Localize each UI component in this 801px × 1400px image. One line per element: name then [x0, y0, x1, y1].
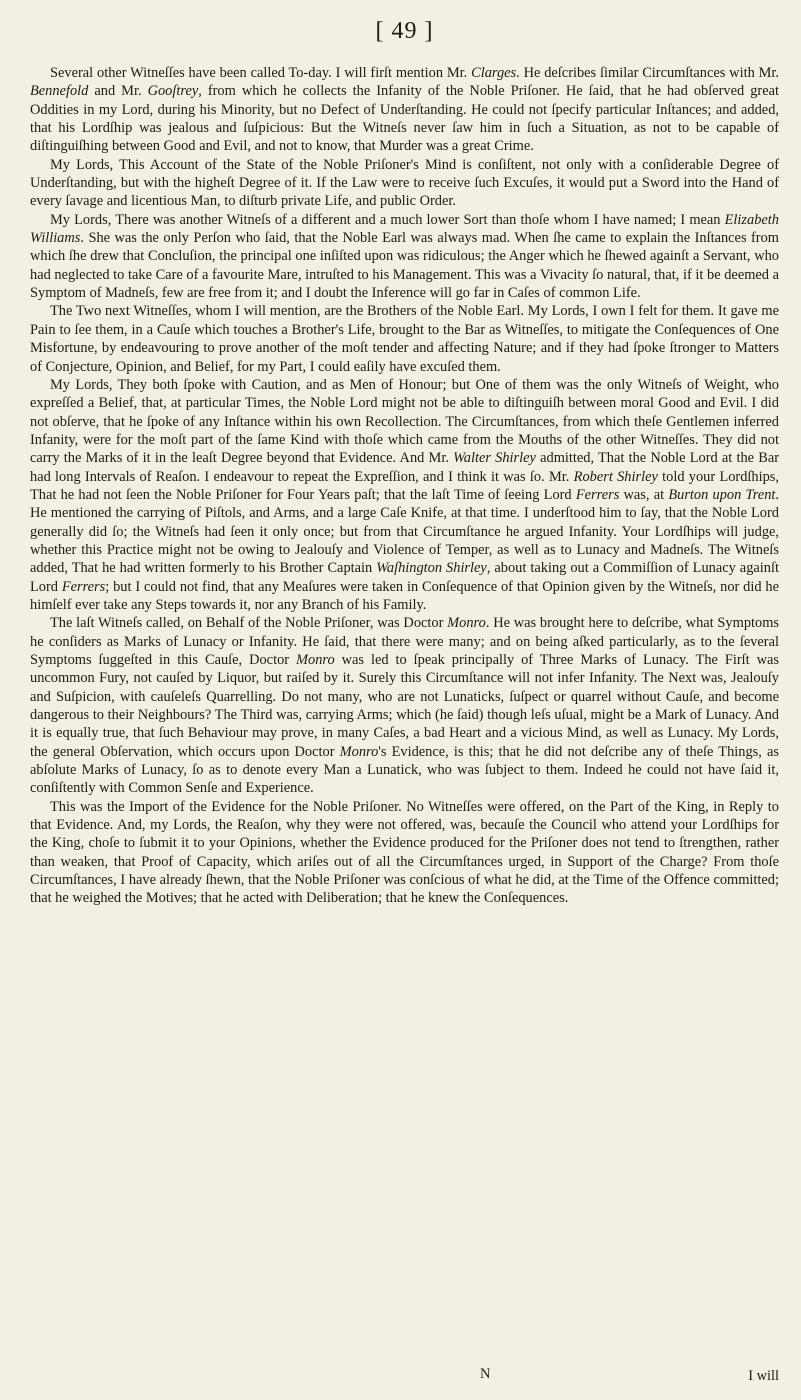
text-run: ; but I could not find, that any Meaſures were taken in Conſequence of that Opinion given by the Witneſs, nor did he himſelf ever take any Steps towards it, nor any Branch of his Family. [30, 578, 779, 613]
text-run: and Mr. [88, 83, 148, 100]
text-run: was led to ſpeak principally of Three Marks of Lunacy. The Firſt was uncommon Fury, not cauſed by Liquor, but raiſed by it. Surely this Circumſtance will not infer Infanity. The Next was, Jealouſy and Suſpicion, with cauſeleſs Quarrelling. Do not many, who are not Lunaticks, ſuſpect or quarrel without Cauſe, and become dangerous to their Neighbours? The Third was, carrying Arms; which (he ſaid) though leſs uſual, might be a Mark of Lunacy. And it is equally true, that ſuch Behaviour may prove, in many Caſes, a bad Heart and a vicious Mind, as well as Lunacy. My Lords, the general Obſervation, which occurs upon Doctor [30, 652, 780, 760]
paragraph [30, 614, 779, 797]
text-run: . He was brought here to deſcribe, what Symptoms he conſiders as Marks of Lunacy or Infanity. He ſaid, that there were many; and on being aſked particularly, as to the ſeveral Symptoms ſuggeſted in this Cauſe, Doctor [30, 615, 779, 668]
italic-name: Monro [447, 615, 486, 632]
page-number: [ 49 ] [375, 18, 434, 44]
italic-name: Walter Shirley [453, 450, 536, 467]
text-run: . He deſcribes ſimilar Circumſtances with Mr. [516, 65, 779, 81]
catchword: I will [748, 1368, 779, 1384]
italic-name: Burton upon Trent [668, 486, 776, 503]
paragraph [30, 376, 779, 614]
text-run: The Two next Witneſſes, whom I will mention, are the Brothers of the Noble Earl. My Lords, I own I felt for them. It gave me Pain to ſee them, in a Cauſe which touches a Brother's Life, brought to the Bar as Witneſſes, to mitigate the Conſequences of One Misfortune, by endeavouring to prove another of the moſt tender and affecting Nature; and if they had ſpoke ſtronger to Matters of Conjecture, Opinion, and Belief, for my Part, I could eaſily have excuſed them. [30, 303, 779, 375]
page-footer [30, 1366, 779, 1386]
text-run: 's Evidence, is this; that he did not deſcribe any of theſe Things, as abſolute Marks of Lunacy, ſo as to denote every Man a Lunatick, who was ſubject to them. Indeed he could not have ſaid it, conſiſtently with Common Senſe and Experience. [30, 743, 779, 797]
paragraph [30, 798, 779, 908]
paragraph [30, 64, 779, 156]
text-run: told your Lordſhips, That he had not ſeen the Noble Priſoner for Four Years paſt; that the laſt Time of ſeeing Lord [30, 468, 779, 503]
italic-name: Robert Shirley [573, 468, 658, 485]
signature-mark: N [480, 1366, 491, 1382]
italic-name: Monro [296, 652, 335, 668]
text-run: Several other Witneſſes have been called To-day. I will firſt mention Mr. [50, 65, 472, 81]
italic-name: Monro [339, 743, 379, 760]
italic-name: Gooſtrey [147, 83, 199, 100]
text-run: The laſt Witneſs called, on Behalf of the Noble Priſoner, was Doctor [50, 615, 448, 632]
text-run: This was the Import of the Evidence for the Noble Priſoner. No Witneſſes were offered, on the Part of the King, in Reply to that Evidence. And, my Lords, the Reaſon, why they were not offered, was, becauſe the Council who attend your Lordſhips for the King, choſe to ſubmit it to your Opinions, whether the Evidence produced for the Priſoner does not tend to ſtrengthen, rather than weaken, that Proof of Capacity, which ariſes out of all the Circumſtances urged, in Support of the Charge? From thoſe Circumſtances, I have already ſhewn, that the Noble Priſoner was conſcious of what he did, at the Time of the Offence committed; that he weighed the Motives; that he acted with Deliberation; that he knew the Conſequences. [30, 798, 779, 907]
paragraph [30, 156, 779, 211]
text-run: My Lords, They both ſpoke with Caution, and as Men of Honour; but One of them was the only Witneſs of Weight, who expreſſed a Belief, that, at particular Times, the Noble Lord might not be able to diſtinguiſh between moral Good and Evil. I did not obſerve, that he ſpoke of any Inſtance within his own Recollection. The Circumſtances, from which theſe Gentlemen inferred Infanity, were for the moſt part of the ſame Kind with thoſe which came from the Mouths of the other Witneſſes. They did not carry the Marks of it in the leaſt Degree beyond that Evidence. And Mr. [30, 376, 779, 467]
italic-name: Bennefold [30, 83, 89, 100]
italic-name: Waſhington Shirley [376, 560, 487, 577]
text-run: , from which he collects the Infanity of the Noble Priſoner. He ſaid, that he had obſerved great Oddities in my Lord, during his Minority, but no Defect of Underſtanding. He could not ſpecify particular Inſtances; and added, that his Lordſhip was jealous and ſuſpicious: But the Witneſs never ſaw him in ſuch a Situation, as not to be capable of diſtinguiſhing between Good and Evil, and not to know, that Murder was a great Crime. [30, 83, 779, 155]
italic-name: Clarges [471, 65, 517, 81]
paragraph [30, 302, 779, 375]
text-run: My Lords, This Account of the State of the Noble Priſoner's Mind is conſiſtent, not only with a conſiderable Degree of Underſtanding, but with the higheſt Degree of it. If the Law were to receive ſuch Excuſes, it would put a Sword into the Hand of every ſavage and licentious Man, to diſturb private Life, and public Order. [30, 156, 779, 210]
italic-name: Ferrers [61, 578, 106, 595]
document-body [30, 64, 779, 908]
text-run: My Lords, There was another Witneſs of a different and a much lower Sort than thoſe whom I have named; I mean [50, 211, 725, 228]
italic-name: Elizabeth Williams [30, 211, 779, 247]
text-run: , about taking out a Commiſſion of Lunacy againſt Lord [30, 560, 779, 595]
text-run: . She was the only Perſon who ſaid, that the Noble Earl was always mad. When ſhe came to explain the Inſtances from which ſhe drew that Concluſion, the principal one inſiſted upon was ridiculous; the Anger which he ſhewed againſt a Servant, who had neglected to take Care of a favourite Mare, intruſted to his Management. This was a Vivacity ſo natural, that, if it be deemed a Symptom of Madneſs, few are free from it; and I doubt the Inference will go far in Caſes of common Life. [30, 230, 779, 302]
text-run: was, at [619, 486, 669, 503]
italic-name: Ferrers [575, 486, 620, 503]
paragraph [30, 211, 779, 303]
text-run: . He mentioned the carrying of Piſtols, and Arms, and a large Caſe Knife, at that time. I underſtood him to ſay, that the Noble Lord generally did ſo; the Witneſs had ſeen it only once; but from that Circumſtance he argued Infanity. Your Lordſhips will judge, whether this Practice might not be owing to Jealouſy and Violence of Temper, as well as to Lunacy and Madneſs. The Witneſs added, That he had written formerly to his Brother Captain [30, 486, 780, 577]
text-run: admitted, That the Noble Lord at the Bar had long Intervals of Reaſon. I endeavour to repeat the Expreſſion, and I think it was ſo. Mr. [30, 450, 779, 485]
